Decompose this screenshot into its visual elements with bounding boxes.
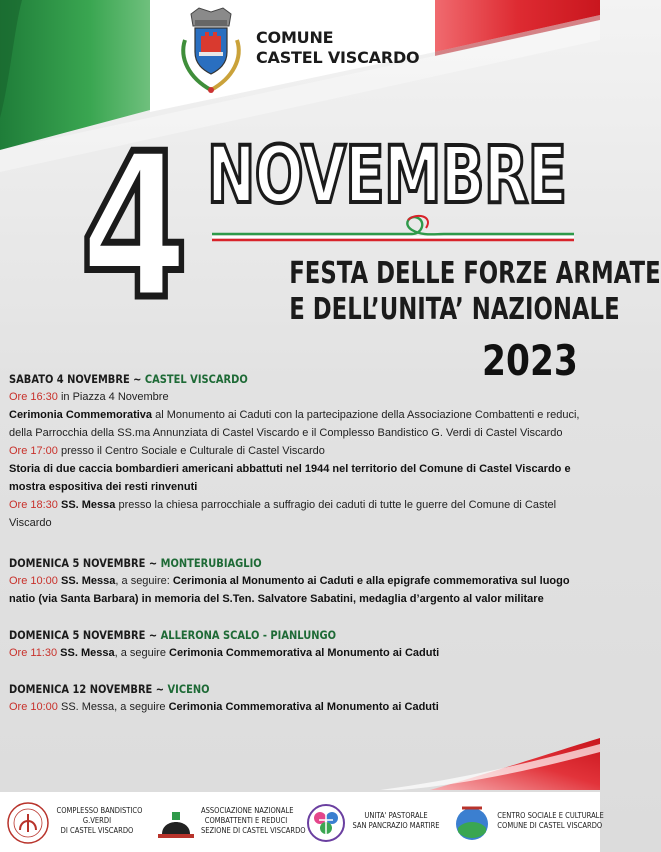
event-bold: Cerimonia Commemorativa al Monumento ai Caduti <box>168 701 439 713</box>
sponsor-name-line: G.VERDI <box>82 816 112 825</box>
event-text: presso la chiesa parrocchiale a suffragio dei caduti di tutte le guerre del Comune di Castel Viscardo <box>9 499 557 529</box>
municipality-title <box>256 28 419 68</box>
day-place: CASTEL VISCARDO <box>144 372 248 386</box>
event-line <box>9 442 593 460</box>
event-bold: Cerimonia al Monumento ai Caduti e alla epigrafe commemorativa sul luogo natio (via Santa Barbara) in memoria del S.Ten. Salvatore Sabatini, medaglia d’argento al valor militare <box>9 575 570 605</box>
event-time: Ore 10:00 <box>9 701 58 713</box>
event-text: al Monumento ai Caduti con la partecipazione della Associazione Combattenti e reduci, della Parrocchia della SS.ma Annunziata di Castel Viscardo e il Complesso Bandistico G. Verdi di Castel Viscardo <box>9 409 580 439</box>
event-time: Ore 11:30 <box>9 647 58 659</box>
event-line <box>9 572 593 608</box>
event-text: , a seguire <box>114 647 170 659</box>
event-line <box>9 388 593 406</box>
day-label: SABATO 4 NOVEMBRE ~ <box>9 372 145 386</box>
parish-logo-icon <box>306 800 346 846</box>
sponsor-name-line: CENTRO SOCIALE E CULTURALE <box>497 811 604 820</box>
sponsor-name-line: UNITA' PASTORALE <box>364 811 428 820</box>
event-bold: SS. Messa <box>57 647 115 659</box>
day-heading-domenica-12-viceno <box>9 680 511 698</box>
sponsor-name-line: COMPLESSO BANDISTICO <box>56 806 143 815</box>
municipality-title-line2: CASTEL VISCARDO <box>256 48 420 67</box>
sponsor-name-line: COMBATTENTI E REDUCI <box>204 816 288 825</box>
event-text: , a seguire: <box>115 575 173 587</box>
tricolor-ribbon <box>212 214 574 242</box>
sponsor-centro-sociale <box>452 800 604 846</box>
event-subtitle-line2: E DELL’UNITA’ NAZIONALE <box>289 292 620 327</box>
day-heading-domenica-5-allerona <box>9 626 511 644</box>
sponsor-name-line: ASSOCIAZIONE NAZIONALE <box>201 806 294 815</box>
event-bold: Cerimonia Commemorativa al Monumento ai Caduti <box>169 647 440 659</box>
event-bold-line: Storia di due caccia bombardieri americani abbattuti nel 1944 nel territorio del Comune di Castel Viscardo e mostra espositiva dei resti rinvenuti <box>9 463 571 493</box>
sponsor-name <box>201 806 306 836</box>
event-year: 2023 <box>482 336 578 385</box>
sponsor-name-line: SEZIONE DI CASTEL VISCARDO <box>201 826 306 835</box>
event-text: presso il Centro Sociale e Culturale di Castel Viscardo <box>57 445 325 457</box>
hero-month: NOVEMBRE <box>207 131 567 221</box>
sponsor-name-line: COMUNE DI CASTEL VISCARDO <box>497 821 603 830</box>
event-bold: SS. Messa <box>57 499 116 511</box>
day-place: ALLERONA SCALO - PIANLUNGO <box>160 628 337 642</box>
event-bold: SS. Messa <box>57 575 116 587</box>
sponsor-unita-pastorale <box>306 800 446 846</box>
event-line <box>9 406 593 442</box>
sponsor-associazione-combattenti <box>156 800 306 846</box>
municipality-title-line1: COMUNE <box>256 28 334 47</box>
day-place: VICENO <box>167 682 210 696</box>
sponsor-name <box>497 811 604 831</box>
day-label: DOMENICA 5 NOVEMBRE ~ <box>9 628 161 642</box>
day-heading-domenica-5-monterubiaglio <box>9 554 511 572</box>
event-line <box>9 496 593 532</box>
event-text: in Piazza 4 Novembre <box>57 391 169 403</box>
event-time: Ore 17:00 <box>9 445 58 457</box>
event-time: Ore 18:30 <box>9 499 58 511</box>
day-place: MONTERUBIAGLIO <box>160 556 262 570</box>
event-program <box>9 368 593 716</box>
event-subtitle-line1: FESTA DELLE FORZE ARMATE <box>289 256 661 291</box>
event-text: SS. Messa, a seguire <box>57 701 169 713</box>
sponsor-complesso-bandistico <box>6 800 146 846</box>
sponsor-name-line: DI CASTEL VISCARDO <box>60 826 134 835</box>
sponsor-name <box>56 806 143 836</box>
sponsor-name-line: SAN PANCRAZIO MARTIRE <box>352 821 440 830</box>
sponsors-footer <box>0 792 604 852</box>
veterans-logo-icon <box>156 800 196 846</box>
day-label: DOMENICA 5 NOVEMBRE ~ <box>9 556 161 570</box>
event-time: Ore 16:30 <box>9 391 58 403</box>
coat-of-arms-logo <box>175 6 247 98</box>
day-heading-sabato-4 <box>9 370 511 388</box>
event-line <box>9 698 593 716</box>
event-bold: Cerimonia Commemorativa <box>9 409 153 421</box>
day-label: DOMENICA 12 NOVEMBRE ~ <box>9 682 168 696</box>
event-line <box>9 644 593 662</box>
event-subtitle <box>198 256 661 328</box>
event-time: Ore 10:00 <box>9 575 58 587</box>
band-logo-icon <box>6 800 50 846</box>
hero-day-number: 4 <box>80 111 189 344</box>
sponsor-name <box>351 811 441 831</box>
social-center-logo-icon <box>452 800 492 846</box>
